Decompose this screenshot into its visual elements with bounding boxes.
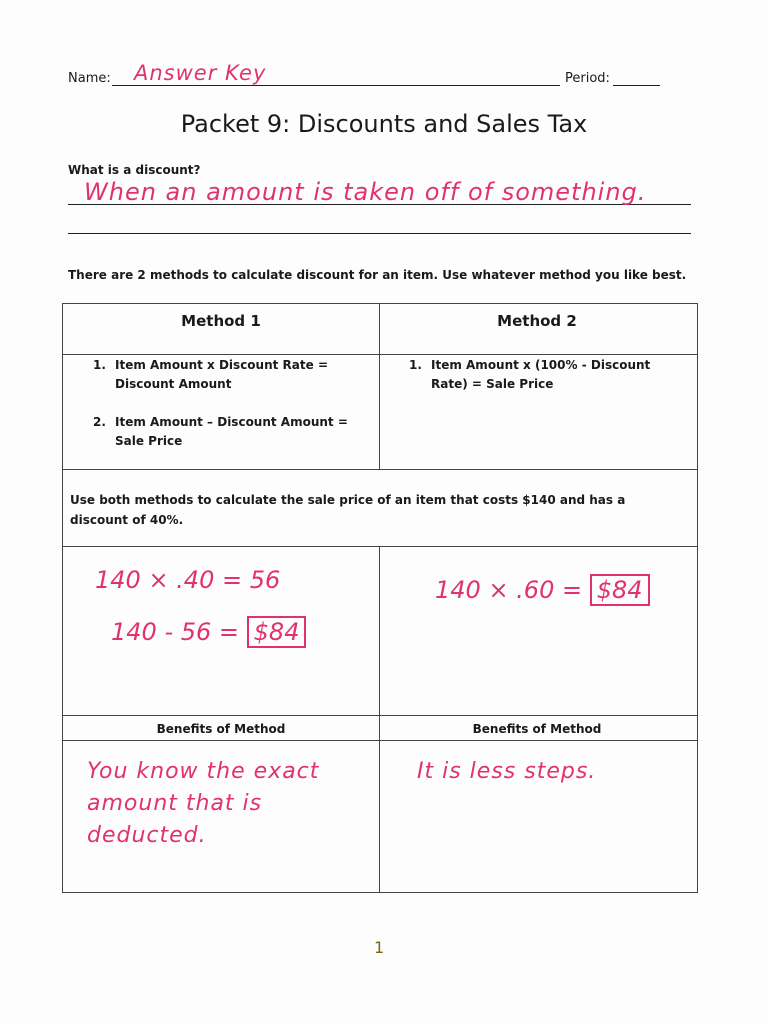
table-rule [63, 546, 697, 547]
page-title: Packet 9: Discounts and Sales Tax [180, 110, 588, 138]
discount-answer: When an amount is taken off of something. [84, 178, 647, 206]
period-underline [613, 85, 660, 86]
method-2-work-expression: 140 × .60 = [435, 576, 583, 604]
answer-rule-2 [68, 233, 691, 234]
calculation-prompt: Use both methods to calculate the sale price of an item that costs $140 and has a discount of 40%. [70, 493, 626, 527]
method-2-heading: Method 2 [497, 312, 577, 330]
benefits-heading-method-2: Benefits of Method [472, 722, 602, 736]
table-rule [63, 740, 697, 741]
step-number: 1. [93, 358, 106, 372]
method-1-work-expression: 140 - 56 = [111, 618, 240, 646]
methods-table [62, 303, 698, 893]
benefits-text-method-1: You know the exact amount that is deducted. [87, 759, 320, 848]
name-label: Name: [68, 71, 111, 86]
step-number: 2. [93, 415, 106, 429]
method-2-work-line [435, 576, 650, 604]
method-2-answer-box: $84 [590, 574, 650, 606]
table-divider [379, 546, 380, 892]
method-2-step [409, 356, 689, 394]
step-text: Item Amount x Discount Rate = Discount Amount [115, 358, 328, 391]
method-1-step [93, 356, 373, 394]
method-1-steps [93, 356, 373, 470]
name-period-row [68, 60, 690, 90]
table-rule [63, 715, 697, 716]
method-1-heading: Method 1 [181, 312, 261, 330]
name-underline [112, 85, 560, 86]
benefits-heading-method-1: Benefits of Method [156, 722, 286, 736]
step-number: 1. [409, 358, 422, 372]
method-1-step [93, 413, 373, 451]
name-value: Answer Key [134, 61, 267, 85]
step-text: Item Amount – Discount Amount = Sale Price [115, 415, 348, 448]
discount-question: What is a discount? [68, 163, 201, 177]
method-1-answer-box: $84 [247, 616, 307, 648]
page-number: 1 [374, 938, 385, 957]
period-label: Period: [565, 71, 610, 86]
method-2-steps [409, 356, 689, 413]
method-1-work-line-1: 140 × .40 = 56 [95, 566, 281, 594]
step-text: Item Amount x (100% - Discount Rate) = Sale Price [431, 358, 651, 391]
benefits-text-method-2: It is less steps. [417, 759, 597, 784]
table-rule [63, 354, 697, 355]
method-1-work-line-2 [111, 618, 306, 646]
methods-intro: There are 2 methods to calculate discount for an item. Use whatever method you like best. [68, 268, 687, 282]
